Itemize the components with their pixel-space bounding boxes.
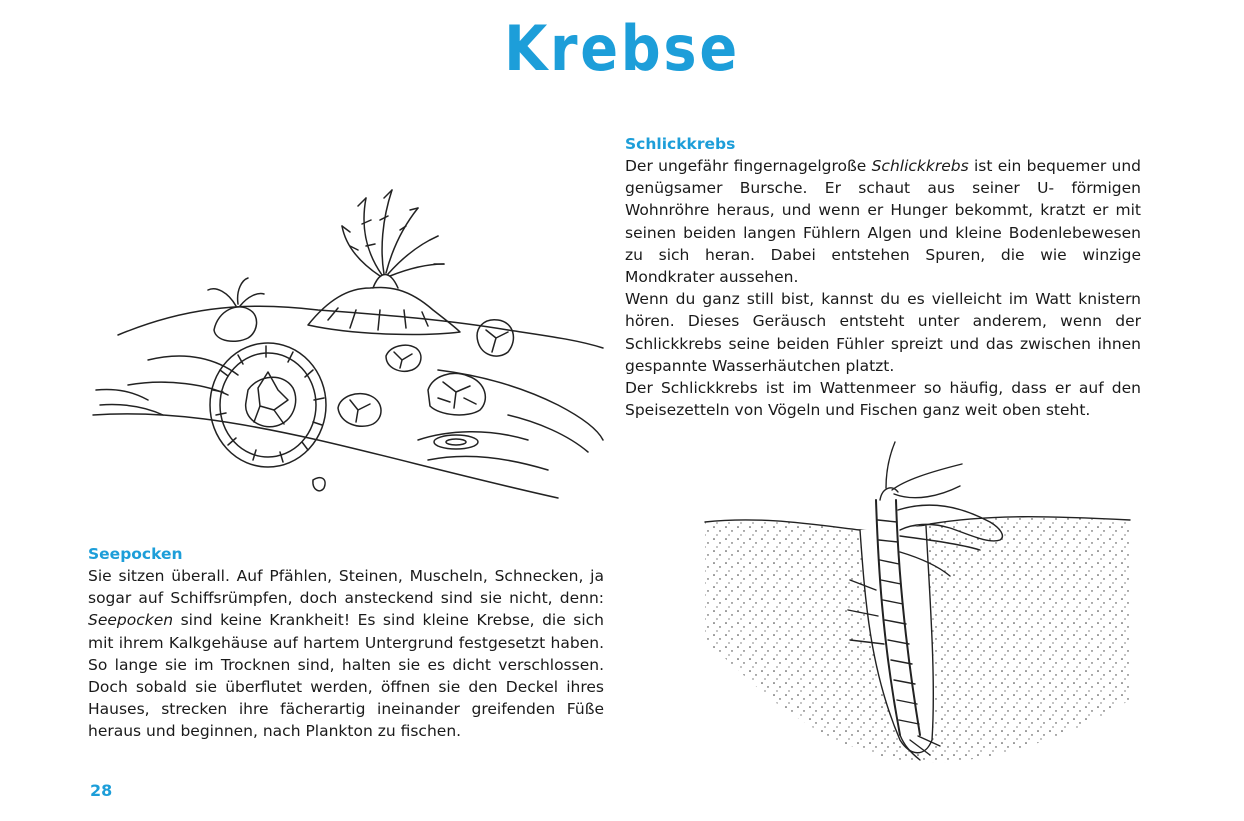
schlickkrebs-paragraph-2: Wenn du ganz still bist, kannst du es vielleicht im Watt knistern hören. Dieses Geräusch entsteht unter anderem, wenn der Schlickkrebs seine beiden Fühler spreizt und das zwischen ihnen gespannte Wasserhäutchen platzt. [625,290,1141,375]
text-run: sind keine Krankheit! Es sind kleine Krebse, die sich mit ihrem Kalkgehäuse auf hartem Untergrund festgesetzt haben. So lange sie im Trocknen sind, halten sie es dicht verschlossen. Doch sobald sie überflutet werden, öffnen sie den Deckel ihres Hauses, strecken ihre fächerartig ineinander greifenden Füße heraus und beginnen, nach Plankton zu fischen. [88,611,604,741]
schlickkrebs-paragraph-3: Der Schlickkrebs ist im Wattenmeer so häufig, dass er auf den Speisezetteln von Vögeln und Fischen ganz weit oben steht. [625,379,1141,420]
text-run: ist ein bequemer und genügsamer Bursche. Er schaut aus seiner U- förmigen Wohnröhre heraus, und wenn er Hunger bekommt, kratzt er mit seinen beiden langen Fühlern Algen und kleine Bodenlebewesen zu sich heran. Dabei entstehen Spuren, die wie winzige Mondkrater aussehen. [625,157,1141,287]
schlickkrebs-text [625,155,1141,421]
text-run: Sie sitzen überall. Auf Pfählen, Steinen, Muscheln, Schnecken, ja sogar auf Schiffsrümpfen, doch ansteckend sind sie nicht, denn: [88,567,604,608]
seepocken-text [88,565,604,743]
italic-term: Schlickkrebs [871,157,969,175]
text-run: Der ungefähr fingernagelgroße [625,157,872,175]
barnacles-on-wood-drawing-icon [88,160,608,505]
seepocken-heading: Seepocken [88,545,183,563]
page-title: Krebse [504,12,740,85]
page-number: 28 [90,781,113,800]
italic-term: Seepocken [88,611,174,630]
schlickkrebs-heading: Schlickkrebs [625,135,736,153]
schlickkrebs-paragraph-1 [625,155,1141,288]
mud-shrimp-in-burrow-drawing-icon [700,440,1140,770]
seepocken-paragraph-1 [88,565,604,743]
